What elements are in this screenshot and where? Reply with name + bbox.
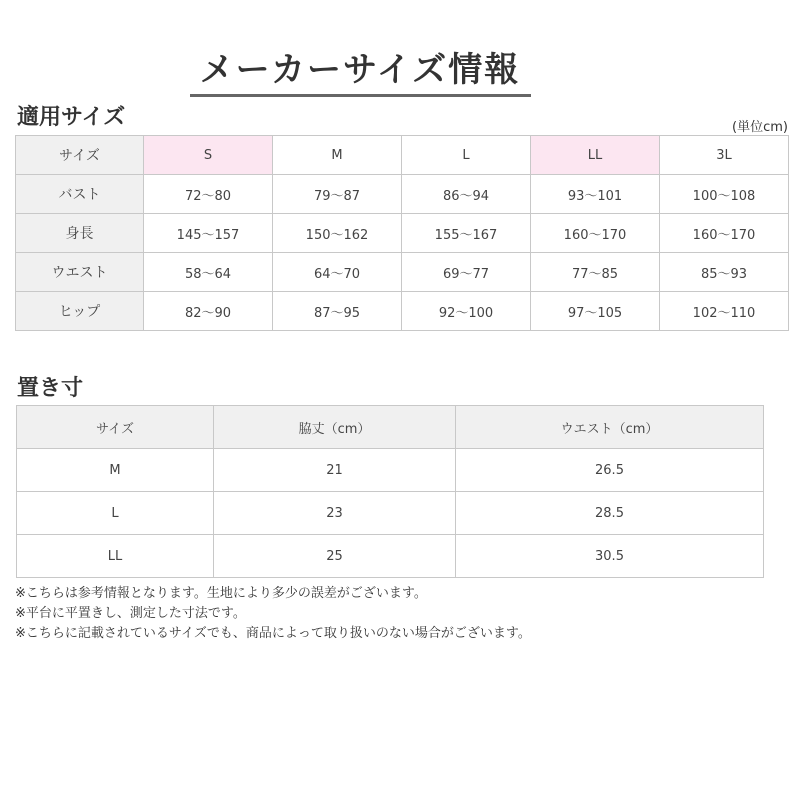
table-cell: 150〜162: [273, 214, 402, 253]
table-cell: 21: [214, 449, 456, 492]
size-section-heading: 適用サイズ: [17, 105, 126, 130]
oki-table-header-row: [17, 406, 764, 449]
table-cell: 23: [214, 492, 456, 535]
oki-header-side-length: 脇丈（cm）: [214, 406, 456, 449]
page-title: メーカーサイズ情報: [199, 50, 521, 90]
oki-table: [16, 405, 764, 578]
table-cell: 58〜64: [144, 253, 273, 292]
oki-header-waist: ウエスト（cm）: [456, 406, 764, 449]
title-underline: [190, 94, 531, 97]
table-row: [17, 492, 764, 535]
oki-header-size: サイズ: [17, 406, 214, 449]
note-item: ※こちらに記載されているサイズでも、商品によって取り扱いのない場合がございます。: [15, 626, 531, 641]
note-item: ※平台に平置きし、測定した寸法です。: [15, 606, 246, 621]
table-cell: 85〜93: [660, 253, 789, 292]
oki-section-heading: 置き寸: [17, 376, 84, 401]
table-cell: 97〜105: [531, 292, 660, 331]
table-cell: 28.5: [456, 492, 764, 535]
row-label-height: 身長: [16, 214, 144, 253]
table-cell: 102〜110: [660, 292, 789, 331]
table-cell: 87〜95: [273, 292, 402, 331]
table-cell: 145〜157: [144, 214, 273, 253]
table-cell: 64〜70: [273, 253, 402, 292]
size-header-3l: 3L: [660, 136, 789, 175]
table-cell: 30.5: [456, 535, 764, 578]
table-row: [16, 214, 789, 253]
table-cell: 100〜108: [660, 175, 789, 214]
table-cell: 25: [214, 535, 456, 578]
table-cell: 160〜170: [660, 214, 789, 253]
size-header-s: S: [144, 136, 273, 175]
table-cell: L: [17, 492, 214, 535]
row-label-bust: バスト: [16, 175, 144, 214]
row-label-waist: ウエスト: [16, 253, 144, 292]
table-cell: M: [17, 449, 214, 492]
table-cell: 77〜85: [531, 253, 660, 292]
table-row: [16, 175, 789, 214]
table-row: [16, 253, 789, 292]
table-cell: 155〜167: [402, 214, 531, 253]
size-header-m: M: [273, 136, 402, 175]
table-cell: 160〜170: [531, 214, 660, 253]
size-table: [15, 135, 789, 331]
table-cell: 82〜90: [144, 292, 273, 331]
table-cell: 26.5: [456, 449, 764, 492]
table-cell: 93〜101: [531, 175, 660, 214]
table-cell: 92〜100: [402, 292, 531, 331]
table-cell: LL: [17, 535, 214, 578]
note-item: ※こちらは参考情報となります。生地により多少の誤差がございます。: [15, 586, 427, 601]
table-cell: 69〜77: [402, 253, 531, 292]
table-cell: 79〜87: [273, 175, 402, 214]
notes: [15, 584, 531, 644]
table-row: [16, 292, 789, 331]
row-label-hip: ヒップ: [16, 292, 144, 331]
table-row: [17, 449, 764, 492]
table-cell: 72〜80: [144, 175, 273, 214]
table-cell: 86〜94: [402, 175, 531, 214]
size-header-l: L: [402, 136, 531, 175]
size-header-label: サイズ: [16, 136, 144, 175]
size-header-ll: LL: [531, 136, 660, 175]
unit-note: (単位cm): [732, 120, 788, 135]
table-row: [17, 535, 764, 578]
size-table-header-row: [16, 136, 789, 175]
